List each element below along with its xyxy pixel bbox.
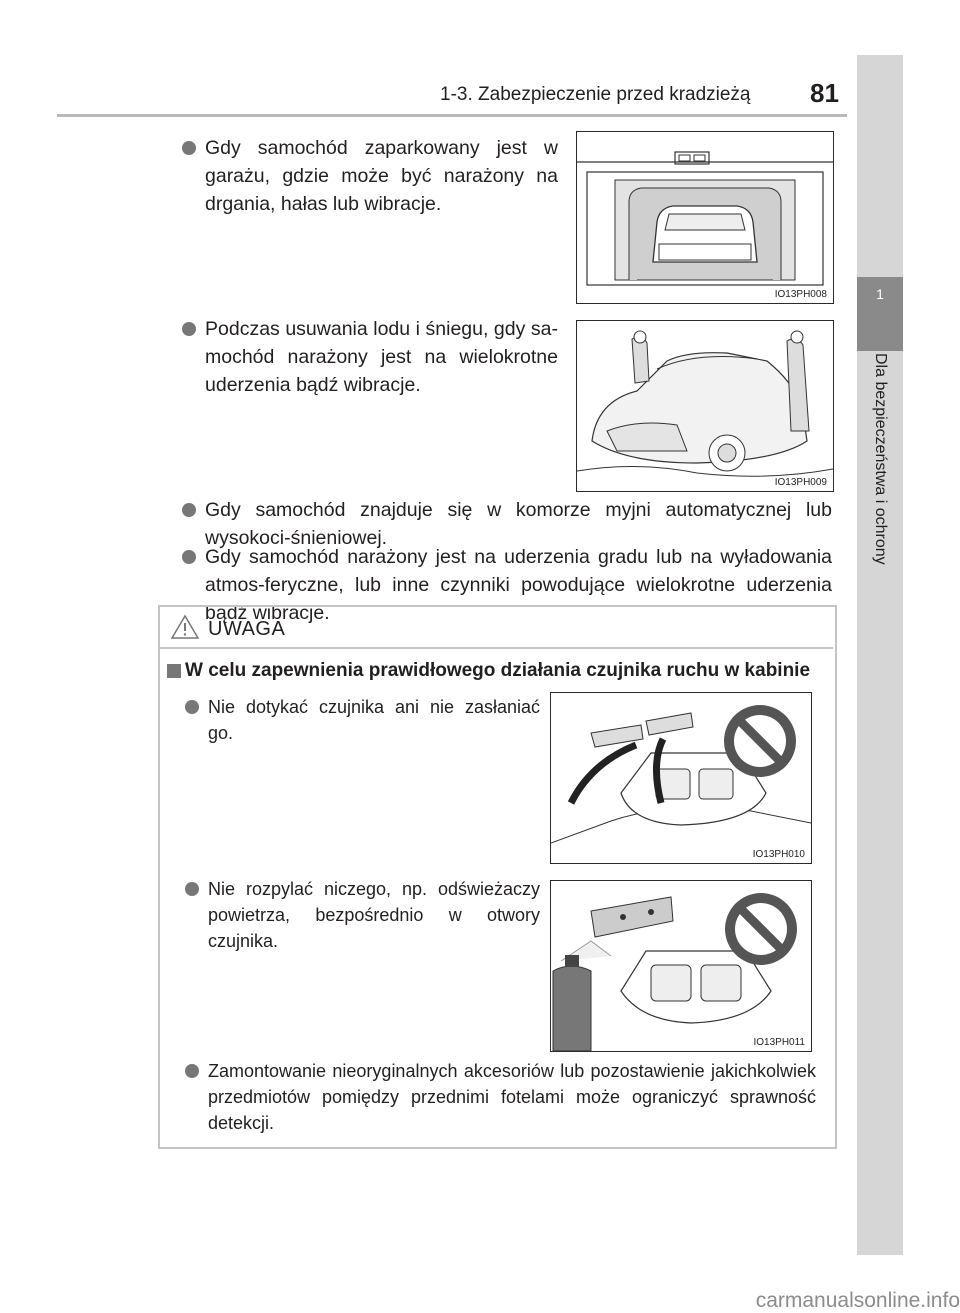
square-bullet-icon xyxy=(167,664,181,678)
caution-subheading: W celu zapewnienia prawidłowego działania czujnika ruchu w kabinie xyxy=(185,660,811,681)
caution-title: UWAGA xyxy=(208,618,286,640)
bullet-dot-icon xyxy=(182,550,196,564)
chapter-title: Dla bezpieczeństwa i ochrony xyxy=(872,353,889,565)
caution-item-text: Zamontowanie nieoryginalnych akcesoriów lub pozostawienie jakichkolwiek przedmiotów pomiędzy przednimi fotelami może ograniczyć sprawność detekcji. xyxy=(208,1061,816,1133)
caution-item-text: Nie rozpylać niczego, np. odświeżaczy powietrza, bezpośrednio w otwory czujnika. xyxy=(208,879,540,951)
bullet-snow xyxy=(205,315,558,399)
caution-item-text: Nie dotykać czujnika ani nie zasłaniać go. xyxy=(208,697,540,743)
bullet-text: Gdy samochód narażony jest na uderzenia gradu lub na wyładowania atmos-feryczne, lub inne czynniki powodujące wielokrotne uderzenia bądź wibracje. xyxy=(205,546,832,624)
garage-car-illustration xyxy=(577,132,833,303)
caution-item-no-spray xyxy=(208,876,540,954)
bullet-garage xyxy=(205,134,558,218)
chapter-title-tab xyxy=(857,353,903,603)
figure-sensor-spray xyxy=(550,880,812,1052)
figure-code: IO13PH008 xyxy=(774,289,827,300)
caution-item-accessories xyxy=(208,1058,816,1136)
figure-code: IO13PH009 xyxy=(774,477,827,488)
side-tab xyxy=(857,55,903,1255)
bullet-dot-icon xyxy=(182,322,196,336)
bullet-text: Podczas usuwania lodu i śniegu, gdy sa-mochód narażony jest na wielokrotne uderzenia bądź wibracje. xyxy=(205,318,558,396)
page-number: 81 xyxy=(810,78,839,108)
figure-sensor-touch xyxy=(550,692,812,864)
watermark: carmanualsonline.info xyxy=(755,1289,960,1312)
snow-removal-illustration xyxy=(577,321,833,491)
figure-code: IO13PH011 xyxy=(753,1037,805,1048)
warning-triangle-icon xyxy=(170,614,200,640)
bullet-text: Gdy samochód znajduje się w komorze myjni automatycznej lub wysokoci-śnieniowej. xyxy=(205,499,832,549)
bullet-dot-icon xyxy=(185,882,199,896)
bullet-dot-icon xyxy=(185,1064,199,1078)
sensor-cover-illustration xyxy=(551,693,811,863)
bullet-text: Gdy samochód zaparkowany jest w garażu, gdzie może być narażony na drgania, hałas lub wibracje. xyxy=(205,137,558,215)
figure-code: IO13PH010 xyxy=(752,849,805,860)
figure-garage xyxy=(576,131,834,304)
section-title: 1-3. Zabezpieczenie przed kradzieżą xyxy=(440,84,751,105)
chapter-number-tab: 1 xyxy=(857,277,903,351)
header-rule xyxy=(57,114,847,117)
bullet-dot-icon xyxy=(185,700,199,714)
caution-item-no-touch xyxy=(208,694,540,746)
bullet-dot-icon xyxy=(182,141,196,155)
bullet-dot-icon xyxy=(182,503,196,517)
figure-snow xyxy=(576,320,834,492)
spray-can-illustration xyxy=(551,881,811,1051)
